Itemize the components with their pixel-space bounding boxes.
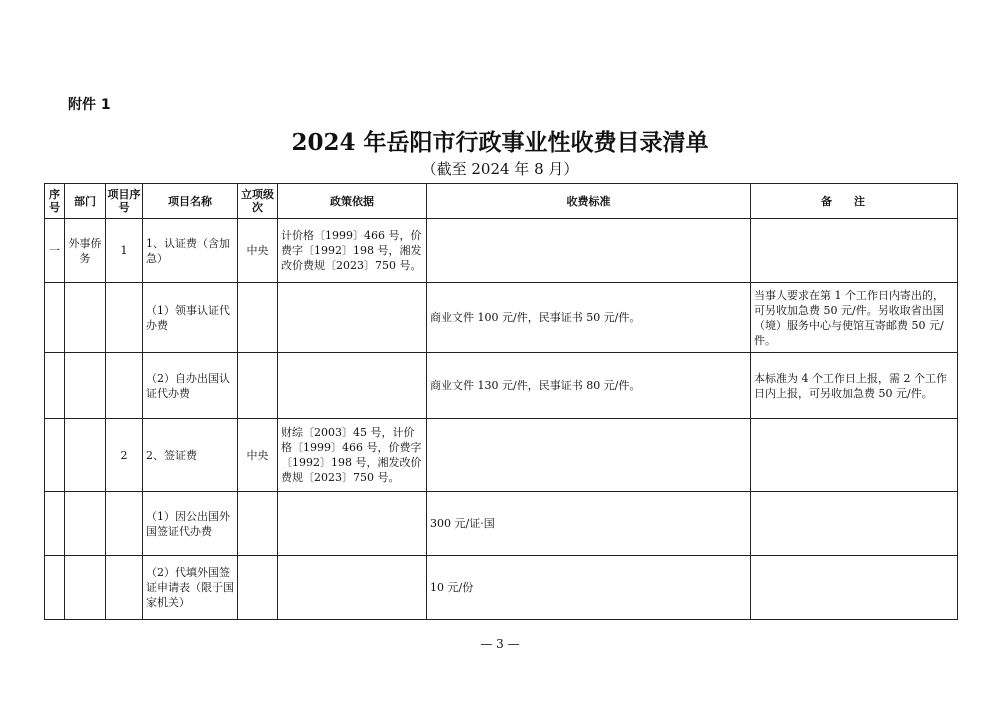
table-row [45,556,958,620]
cell-notes [751,492,958,556]
cell-item-name: （1）领事认证代办费 [143,283,238,353]
cell-dept [65,283,106,353]
header-item-name: 项目名称 [143,184,238,219]
header-dept: 部门 [65,184,106,219]
cell-seq: 一 [45,219,65,283]
cell-policy [278,353,427,419]
cell-dept [65,419,106,492]
page-number: — 3 — [480,637,520,651]
cell-item-name: （1）因公出国外国签证代办费 [143,492,238,556]
cell-item-seq [106,283,143,353]
cell-item-name: 1、认证费（含加急） [143,219,238,283]
cell-dept [65,492,106,556]
cell-level [238,353,278,419]
cell-item-seq: 2 [106,419,143,492]
attachment-label: 附件 1 [68,97,111,113]
cell-seq [45,556,65,620]
cell-policy [278,492,427,556]
cell-standard: 10 元/份 [427,556,751,620]
cell-item-name: 2、签证费 [143,419,238,492]
fee-table [44,183,958,620]
cell-item-seq [106,556,143,620]
header-policy: 政策依据 [278,184,427,219]
cell-policy: 财综〔2003〕45 号，计价格〔1999〕466 号，价费字〔1992〕198 号，湘发改价费规〔2023〕750 号。 [278,419,427,492]
table-row [45,219,958,283]
cell-notes [751,219,958,283]
cell-policy [278,556,427,620]
cell-policy: 计价格〔1999〕466 号，价费字〔1992〕198 号，湘发改价费规〔2023〕750 号。 [278,219,427,283]
cell-notes [751,556,958,620]
cell-standard [427,419,751,492]
cell-level [238,492,278,556]
cell-notes: 当事人要求在第 1 个工作日内寄出的，可另收加急费 50 元/件。另收取省出国（境）服务中心与使馆互寄邮费 50 元/件。 [751,283,958,353]
document-title: 2024 年岳阳市行政事业性收费目录清单 [291,129,709,156]
cell-standard: 300 元/证·国 [427,492,751,556]
cell-seq [45,283,65,353]
header-notes: 备注 [751,184,958,219]
cell-level [238,283,278,353]
table-row [45,492,958,556]
cell-dept [65,556,106,620]
header-standard: 收费标准 [427,184,751,219]
cell-standard [427,219,751,283]
cell-item-seq [106,353,143,419]
cell-standard: 商业文件 130 元/件，民事证书 80 元/件。 [427,353,751,419]
document-subtitle: （截至 2024 年 8 月） [421,160,579,178]
header-item-seq: 项目序号 [106,184,143,219]
cell-seq [45,492,65,556]
table-row [45,419,958,492]
cell-item-name: （2）代填外国签证申请表（限于国家机关） [143,556,238,620]
cell-dept: 外事侨务 [65,219,106,283]
header-level: 立项级次 [238,184,278,219]
table-row [45,353,958,419]
cell-level: 中央 [238,219,278,283]
table-row [45,283,958,353]
cell-notes [751,419,958,492]
cell-notes: 本标准为 4 个工作日上报，需 2 个工作日内上报，可另收加急费 50 元/件。 [751,353,958,419]
header-seq: 序号 [45,184,65,219]
cell-level: 中央 [238,419,278,492]
cell-seq [45,353,65,419]
cell-item-seq: 1 [106,219,143,283]
cell-standard: 商业文件 100 元/件，民事证书 50 元/件。 [427,283,751,353]
cell-dept [65,353,106,419]
cell-seq [45,419,65,492]
cell-level [238,556,278,620]
cell-policy [278,283,427,353]
cell-item-name: （2）自办出国认证代办费 [143,353,238,419]
cell-item-seq [106,492,143,556]
table-header-row [45,184,958,219]
